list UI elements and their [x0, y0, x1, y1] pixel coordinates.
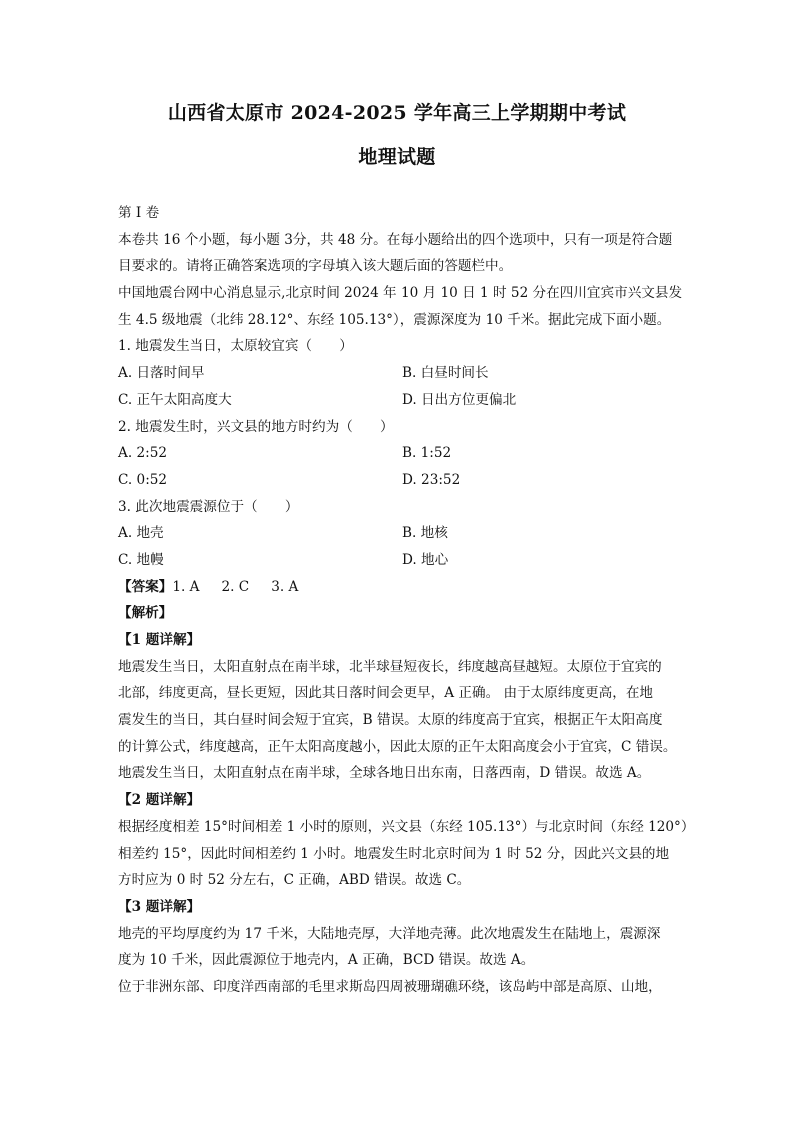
detail-line: 地震发生当日，太阳直射点在南半球，北半球昼短夜长，纬度越高昼越短。太原位于宜宾的: [118, 658, 662, 675]
detail-line: 地壳的平均厚度约为 17 千米，大陆地壳厚，大洋地壳薄。此次地震发生在陆地上，震源深: [118, 925, 661, 942]
detail-line: 震发生的当日，其白昼时间会短于宜宾，B 错误。太原的纬度高于宜宾，根据正午太阳高度: [118, 712, 663, 729]
option-a: A. 2:52: [118, 445, 167, 462]
detail-line: 相差约 15°，因此时间相差约 1 小时。地震发生时北京时间为 1 时 52 分，因此兴文县的地: [118, 845, 670, 862]
detail-heading: 【1 题详解】: [118, 632, 201, 648]
option-a: A. 地壳: [118, 525, 164, 542]
option-b: B. 地核: [402, 525, 448, 542]
detail-heading: 【3 题详解】: [118, 898, 201, 915]
answer-label: 【答案】: [118, 578, 173, 595]
option-row: [118, 467, 686, 494]
question-stem: 3. 此次地震震源位于（ ）: [118, 498, 299, 515]
answer-item: 2. C: [221, 578, 250, 595]
detail-line: 地震发生当日，太阳直射点在南半球，全球各地日出东南，日落西南，D 错误。故选 A。: [118, 765, 651, 782]
option-d: D. 日出方位更偏北: [402, 391, 517, 408]
option-row: [118, 440, 686, 467]
option-c: C. 地幔: [118, 551, 164, 568]
option-row: [118, 520, 686, 547]
answer-item: 1. A: [172, 578, 200, 595]
analysis-label: 【解析】: [118, 605, 173, 622]
option-b: B. 白昼时间长: [402, 365, 489, 382]
document-title: 山西省太原市 2024-2025 学年高三上学期期中考试: [167, 102, 627, 124]
document-subtitle: 地理试题: [358, 146, 436, 168]
document-body: [118, 200, 695, 1001]
option-row: [118, 387, 686, 414]
option-d: D. 23:52: [402, 471, 461, 488]
question-stem: 2. 地震发生时，兴文县的地方时约为（ ）: [118, 418, 394, 435]
material-line: 中国地震台网中心消息显示,北京时间 2024 年 10 月 10 日 1 时 52 分在四川宜宾市兴文县发: [118, 285, 683, 302]
section-label: 第 I 卷: [118, 205, 160, 221]
instructions-line: 目要求的。请将正确答案选项的字母填入该大题后面的答题栏中。: [118, 258, 513, 275]
option-a: A. 日落时间早: [118, 365, 205, 382]
option-c: C. 正午太阳高度大: [118, 391, 232, 408]
option-b: B. 1:52: [402, 445, 452, 462]
option-row: [118, 360, 686, 387]
option-row: [118, 547, 686, 574]
next-material-line: 位于非洲东部、印度洋西南部的毛里求斯岛四周被珊瑚礁环绕，该岛屿中部是高原、山地，: [118, 978, 662, 995]
option-d: D. 地心: [402, 551, 449, 568]
detail-line: 度为 10 千米，因此震源位于地壳内，A 正确，BCD 错误。故选 A。: [118, 952, 535, 969]
question-stem: 1. 地震发生当日，太原较宜宾（ ）: [118, 338, 353, 355]
answer-line: [118, 574, 686, 601]
detail-line: 根据经度相差 15°时间相差 1 小时的原则，兴文县（东经 105.13°）与北京时间（东经 120°）: [118, 818, 695, 835]
material-line: 生 4.5 级地震（北纬 28.12°、东经 105.13°），震源深度为 10 千米。据此完成下面小题。: [118, 311, 671, 328]
instructions-line: 本卷共 16 个小题，每小题 3分，共 48 分。在每小题给出的四个选项中，只有一项是符合题: [118, 231, 673, 248]
option-c: C. 0:52: [118, 471, 168, 488]
answer-item: 3. A: [271, 578, 299, 595]
detail-line: 北部，纬度更高，昼长更短，因此其日落时间会更早，A 正确。 由于太原纬度更高，在地: [118, 685, 654, 702]
detail-line: 方时应为 0 时 52 分左右，C 正确，ABD 错误。故选 C。: [118, 872, 471, 889]
detail-line: 的计算公式，纬度越高，正午太阳高度越小，因此太原的正午太阳高度会小于宜宾，C 错误。: [118, 738, 677, 755]
detail-heading: 【2 题详解】: [118, 792, 201, 809]
